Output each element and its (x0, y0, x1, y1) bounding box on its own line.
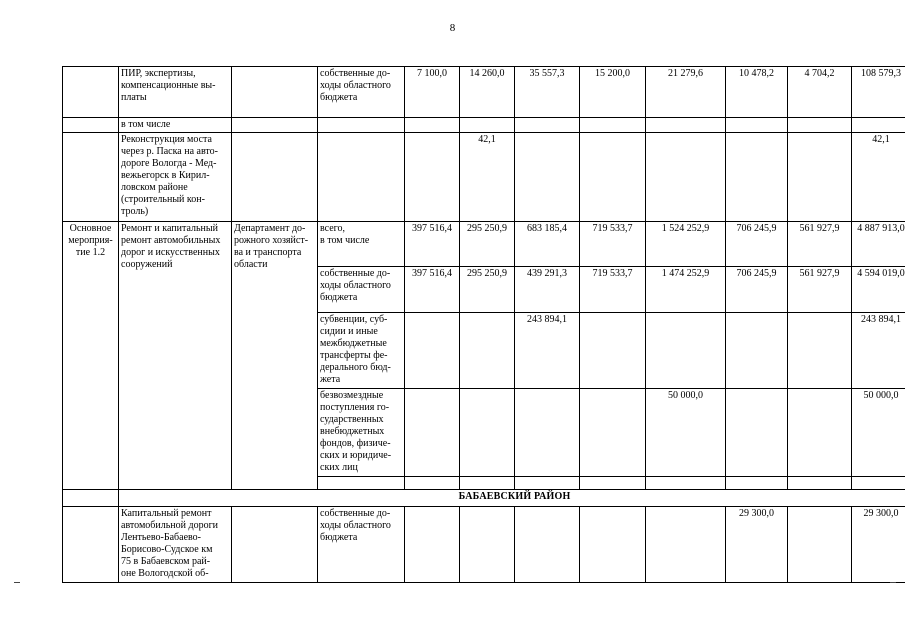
funding-source (318, 133, 405, 222)
value-cell: 683 185,4 (515, 222, 580, 267)
value-cell: 21 279,6 (646, 67, 726, 118)
total-cell: 108 579,3 (852, 67, 905, 118)
scan-mark (14, 582, 20, 583)
code-cell (63, 133, 119, 222)
total-cell: 50 000,0 (852, 389, 905, 477)
value-cell: 4 704,2 (788, 67, 852, 118)
table-row (63, 507, 905, 583)
event-code: Основное мероприя- тие 1.2 (63, 222, 119, 490)
total-cell: 4 594 019,0 (852, 267, 905, 313)
activity-name: ПИР, экспертизы, компенсационные вы- платы (119, 67, 232, 118)
value-cell: 706 245,9 (726, 222, 788, 267)
value-cell: 561 927,9 (788, 222, 852, 267)
activity-name: Реконструкция моста через р. Паска на авто- дороге Вологда - Мед- вежьегорск в Кирил- ловском районе (строительный кон- троль) (119, 133, 232, 222)
table-row (63, 118, 905, 133)
executor-name: Департамент до- рожного хозяйст- ва и транспорта области (232, 222, 318, 490)
budget-table (62, 66, 905, 583)
value-cell: 29 300,0 (726, 507, 788, 583)
funding-source: собственные до- ходы областного бюджета (318, 67, 405, 118)
value-cell: 561 927,9 (788, 267, 852, 313)
value-cell: 1 524 252,9 (646, 222, 726, 267)
value-cell: 719 533,7 (580, 222, 646, 267)
executor-cell (232, 67, 318, 118)
value-cell: 295 250,9 (460, 267, 515, 313)
value-cell: 295 250,9 (460, 222, 515, 267)
code-cell (63, 118, 119, 133)
value-cell: 15 200,0 (580, 67, 646, 118)
value-cell: 1 474 252,9 (646, 267, 726, 313)
table-row (63, 222, 905, 267)
value-cell: 397 516,4 (405, 267, 460, 313)
activity-name: Ремонт и капитальный ремонт автомобильных дорог и искусственных сооружений (119, 222, 232, 490)
value-cell: 50 000,0 (646, 389, 726, 477)
value-cell: 7 100,0 (405, 67, 460, 118)
value-cell: 719 533,7 (580, 267, 646, 313)
value-cell: 439 291,3 (515, 267, 580, 313)
table-row (63, 67, 905, 118)
activity-name: Капитальный ремонт автомобильной дороги Лентьево-Бабаево- Борисово-Судское км 75 в Бабаевском рай- оне Вологодской об- (119, 507, 232, 583)
value-cell: 706 245,9 (726, 267, 788, 313)
scan-mark (890, 582, 896, 583)
executor-cell (232, 133, 318, 222)
value-cell: 35 557,3 (515, 67, 580, 118)
value-cell: 397 516,4 (405, 222, 460, 267)
code-cell (63, 507, 119, 583)
total-cell: 42,1 (852, 133, 905, 222)
table-row (63, 490, 905, 507)
total-cell: 243 894,1 (852, 313, 905, 389)
total-cell: 29 300,0 (852, 507, 905, 583)
value-cell: 243 894,1 (515, 313, 580, 389)
value-cell: 42,1 (460, 133, 515, 222)
funding-source: субвенции, суб- сидии и иные межбюджетные трансферты фе- дерального бюд- жета (318, 313, 405, 389)
section-header: БАБАЕВСКИЙ РАЙОН (119, 490, 905, 507)
page-number: 8 (449, 22, 456, 34)
total-cell: 4 887 913,0 (852, 222, 905, 267)
value-cell: 14 260,0 (460, 67, 515, 118)
code-cell (63, 67, 119, 118)
table-row (63, 133, 905, 222)
executor-cell (232, 507, 318, 583)
funding-source: собственные до- ходы областного бюджета (318, 267, 405, 313)
funding-source: собственные до- ходы областного бюджета (318, 507, 405, 583)
funding-source: безвозмездные поступления го- сударственных внебюджетных фондов, физиче- ских и юридиче- ских лиц (318, 389, 405, 477)
including-label: в том числе (119, 118, 232, 133)
value-cell: 10 478,2 (726, 67, 788, 118)
funding-source: всего, в том числе (318, 222, 405, 267)
